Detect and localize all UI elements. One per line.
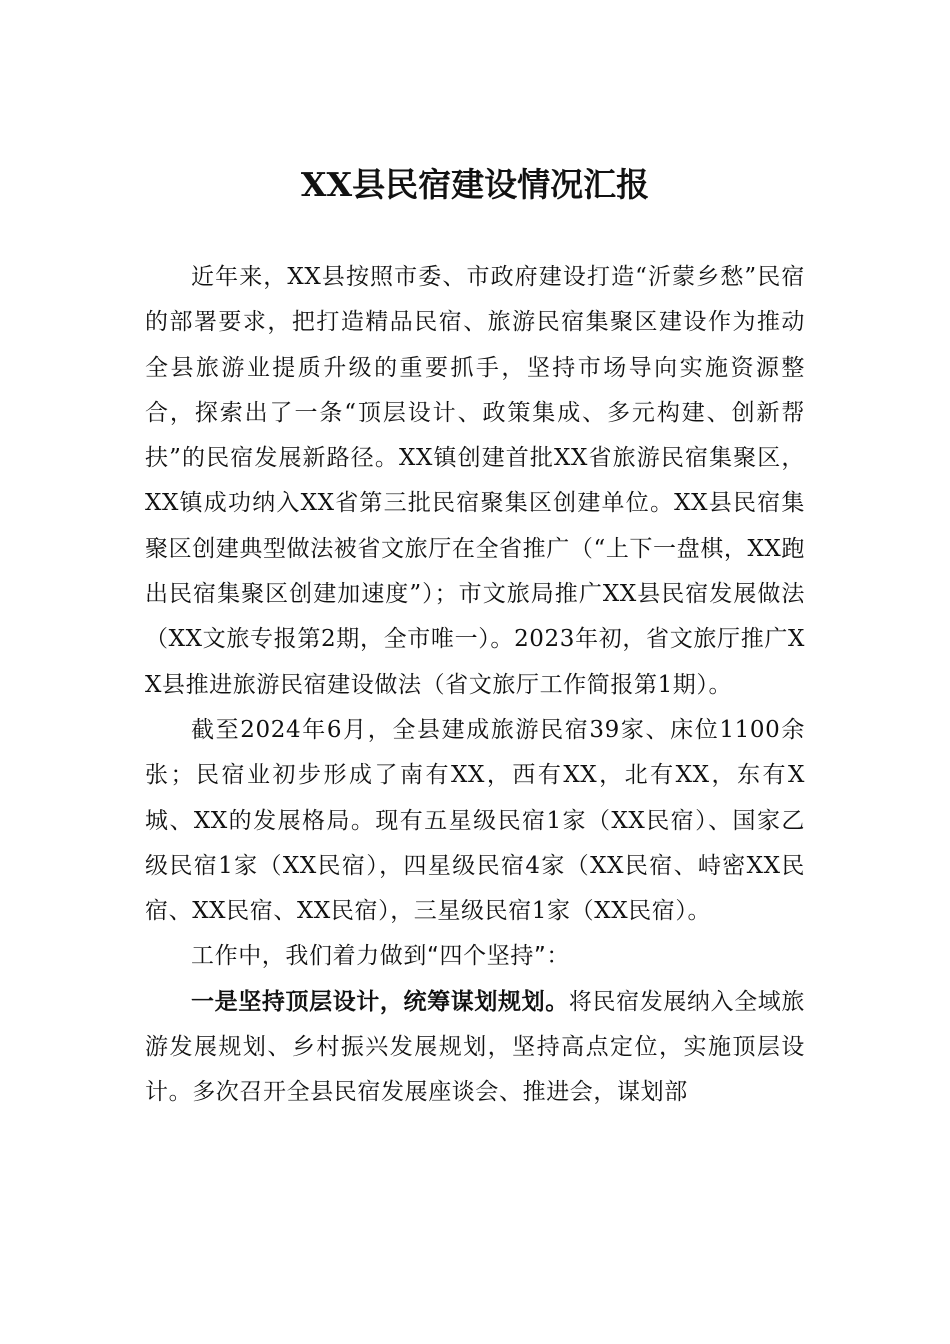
paragraph-statistics: [145, 708, 805, 934]
paragraph-text: 将民宿发展纳入全域旅游发展规划、乡村振兴发展规划，坚持高点定位，实施顶层设计。多次召开全县民宿发展座谈会、推进会，谋划部: [145, 988, 805, 1106]
paragraph-lead-heading: 一是坚持顶层设计，统筹谋划规划。: [191, 988, 569, 1015]
paragraph-point-one: [145, 980, 805, 1116]
paragraph-four-insistences: [145, 934, 805, 979]
paragraph-intro: [145, 255, 805, 708]
paragraph-text: 工作中，我们着力做到“四个坚持”：: [191, 943, 571, 970]
document-title: XX县民宿建设情况汇报: [300, 165, 650, 204]
paragraph-text: 截至2024年6月，全县建成旅游民宿39家、床位1100余张；民宿业初步形成了南有XX，西有XX，北有XX，东有X城、XX的发展格局。现有五星级民宿1家（XX民宿）、国家乙级民宿1家（XX民宿），四星级民宿4家（XX民宿、峙密XX民宿、XX民宿、XX民宿），三星级民宿1家（XX民宿）。: [145, 716, 805, 925]
paragraph-text: 近年来，XX县按照市委、市政府建设打造“沂蒙乡愁”民宿的部署要求，把打造精品民宿、旅游民宿集聚区建设作为推动全县旅游业提质升级的重要抓手，坚持市场导向实施资源整合，探索出了一条“顶层设计、政策集成、多元构建、创新帮扶”的民宿发展新路径。XX镇创建首批XX省旅游民宿集聚区，XX镇成功纳入XX省第三批民宿聚集区创建单位。XX县民宿集聚区创建典型做法被省文旅厅在全省推广（“上下一盘棋，XX跑出民宿集聚区创建加速度”）；市文旅局推广XX县民宿发展做法（XX文旅专报第2期，全市唯一）。2023年初，省文旅厅推广XX县推进旅游民宿建设做法（省文旅厅工作简报第1期）。: [145, 264, 805, 698]
document-body: [145, 255, 805, 1116]
